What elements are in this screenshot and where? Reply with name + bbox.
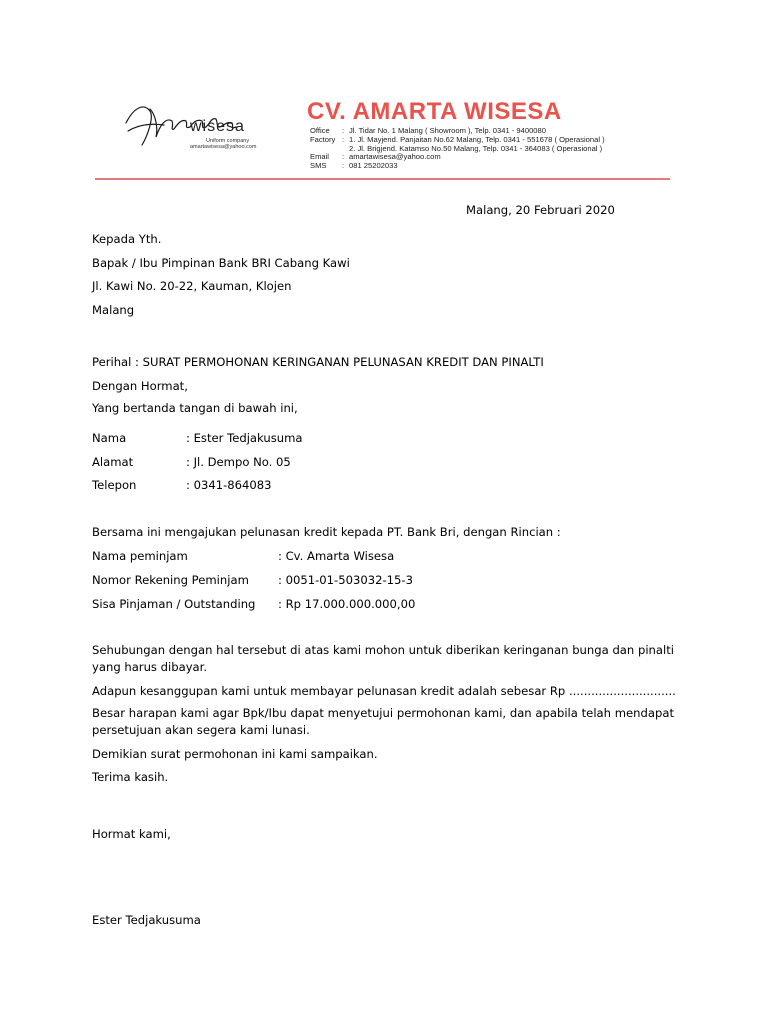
factory-label: Factory [310, 134, 336, 144]
separator: : [342, 152, 345, 162]
account-number-value: : 0051-01-503032-15-3 [278, 573, 413, 587]
thanks-text: Terima kasih. [92, 770, 169, 784]
applicant-name-label: Nama [92, 431, 127, 445]
sms-value: 081 25202033 [349, 161, 398, 171]
borrower-name-value: : Cv. Amarta Wisesa [278, 549, 395, 563]
email-label: Email [310, 152, 329, 162]
paragraph-closing: Demikian surat permohonan ini kami sampaikan. [92, 747, 378, 761]
paragraph-request: Sehubungan dengan hal tersebut di atas kami mohon untuk diberikan keringanan bunga dan pinalti yang harus dibayar. [92, 643, 674, 674]
paragraph-hope: Besar harapan kami agar Bpk/Ibu dapat menyetujui permohonan kami, dan apabila telah mendapat persetujuan akan segera kami lunasi. [92, 706, 674, 737]
applicant-address-value: : Jl. Dempo No. 05 [186, 455, 291, 469]
separator: : [342, 161, 345, 171]
sms-row [310, 162, 670, 171]
closing-text: Hormat kami, [92, 827, 171, 841]
recipient-name: Bapak / Ibu Pimpinan Bank BRI Cabang Kawi [92, 256, 350, 270]
details-intro: Bersama ini mengajukan pelunasan kredit kepada PT. Bank Bri, dengan Rincian : [92, 525, 561, 539]
applicant-phone-label: Telepon [92, 478, 137, 492]
logo-tagline: Uniform company [206, 138, 250, 144]
email-value: amartawisesa@yahoo.com [349, 152, 441, 162]
company-name: CV. AMARTA WISESA [307, 98, 562, 125]
outstanding-value: : Rp 17.000.000.000,00 [278, 597, 416, 611]
outstanding-label: Sisa Pinjaman / Outstanding [92, 597, 256, 611]
borrower-name-label: Nama peminjam [92, 549, 188, 563]
separator: : [342, 134, 345, 144]
applicant-phone-value: : 0341-864083 [186, 478, 272, 492]
subject-line [92, 354, 544, 370]
company-logo [120, 95, 270, 165]
recipient-greeting: Kepada Yth. [92, 232, 162, 246]
factory-value-2: 2. Jl. Brigjend. Katamso No.50 Malang, Telp. 0341 - 364083 ( Operasional ) [349, 143, 603, 153]
applicant-address-label: Alamat [92, 455, 134, 469]
office-value: Jl. Tidar No. 1 Malang ( Showroom ), Telp. 0341 - 9400080 [349, 126, 546, 135]
sms-label: SMS [310, 161, 327, 171]
recipient-address: Jl. Kawi No. 20-22, Kauman, Klojen [92, 279, 292, 293]
salutation: Dengan Hormat, [92, 379, 188, 393]
office-label: Office [310, 126, 330, 135]
factory-value-1: 1. Jl. Mayjend. Panjaitan No.62 Malang, Telp. 0341 - 551678 ( Operasional ) [349, 134, 605, 144]
separator: : [342, 126, 345, 135]
intro-text: Yang bertanda tangan di bawah ini, [92, 401, 298, 415]
account-number-label: Nomor Rekening Peminjam [92, 573, 249, 587]
applicant-name-value: : Ester Tedjakusuma [186, 431, 303, 445]
signatory-name: Ester Tedjakusuma [92, 913, 201, 927]
recipient-city: Malang [92, 303, 135, 317]
logo-email: amartawisesa@yahoo.com [190, 144, 257, 150]
subject-text: SURAT PERMOHONAN KERINGANAN PELUNASAN KREDIT DAN PINALTI [142, 355, 544, 369]
contact-block [310, 127, 670, 171]
letterhead-divider [95, 178, 670, 180]
place-date: Malang, 20 Februari 2020 [466, 203, 615, 217]
paragraph-payment: Adapun kesanggupan kami untuk membayar pelunasan kredit adalah sebesar Rp ............................. [92, 684, 676, 698]
subject-label: Perihal : [92, 355, 143, 369]
logo-word: wisesa [190, 118, 245, 135]
